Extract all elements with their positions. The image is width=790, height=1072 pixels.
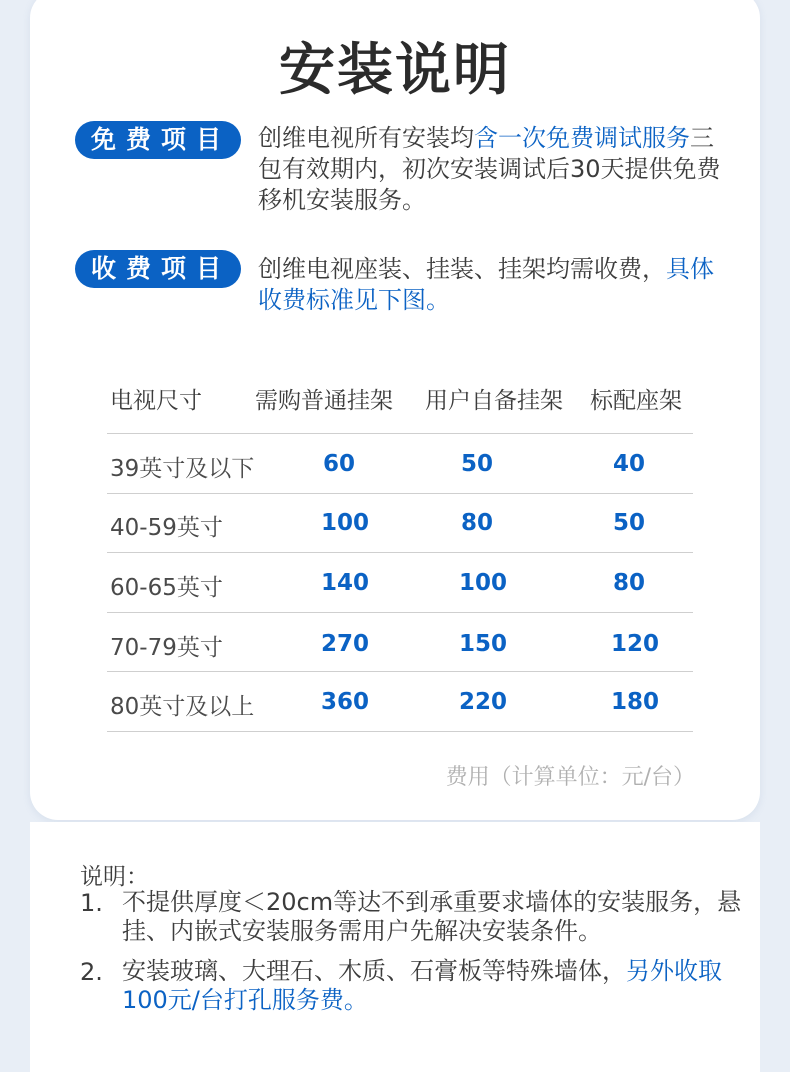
price-own-bracket: 80 xyxy=(460,510,493,536)
table-divider xyxy=(107,671,693,672)
price-bought-bracket: 60 xyxy=(322,451,355,477)
table-divider xyxy=(107,731,693,732)
price-standard-stand: 50 xyxy=(612,510,645,536)
note-text-plain: 安装玻璃、大理石、木质、石膏板等特殊墙体， xyxy=(122,957,626,985)
free-text-rest: 三包有效期内，初次安装调试后30天提供免费移机安装服务。 xyxy=(258,124,721,214)
header-standard-stand: 标配座架 xyxy=(590,388,682,414)
price-own-bracket: 220 xyxy=(458,689,507,715)
header-own-bracket: 用户自备挂架 xyxy=(425,388,563,414)
price-standard-stand: 80 xyxy=(612,570,645,596)
price-own-bracket: 50 xyxy=(460,451,493,477)
table-divider xyxy=(107,552,693,553)
price-standard-stand: 40 xyxy=(612,451,645,477)
price-own-bracket: 150 xyxy=(458,631,507,657)
row-size: 39英寸及以下 xyxy=(110,456,255,482)
price-bought-bracket: 360 xyxy=(320,689,369,715)
row-size: 70-79英寸 xyxy=(110,635,223,661)
table-divider xyxy=(107,493,693,494)
price-standard-stand: 120 xyxy=(610,631,659,657)
price-bought-bracket: 100 xyxy=(320,510,369,536)
paid-items-description xyxy=(258,254,728,316)
price-bought-bracket: 270 xyxy=(320,631,369,657)
note-text-highlight: 另外收取100元/台打孔服务费。 xyxy=(122,957,722,1014)
note-text xyxy=(122,957,742,1015)
header-tv-size: 电视尺寸 xyxy=(110,388,202,414)
free-text-plain: 创维电视所有安装均 xyxy=(258,124,474,152)
price-standard-stand: 180 xyxy=(610,689,659,715)
notes-heading: 说明： xyxy=(80,864,149,890)
note-text-plain: 不提供厚度＜20cm等达不到承重要求墙体的安装服务，悬挂、内嵌式安装服务需用户先解决安装条件。 xyxy=(122,888,742,945)
unit-note: 费用（计算单位：元/台） xyxy=(445,765,695,790)
price-own-bracket: 100 xyxy=(458,570,507,596)
row-size: 80英寸及以上 xyxy=(110,694,255,720)
price-bought-bracket: 140 xyxy=(320,570,369,596)
free-text-highlight: 含一次免费调试服务 xyxy=(474,124,690,152)
row-size: 40-59英寸 xyxy=(110,515,223,541)
note-text xyxy=(122,888,742,946)
paid-text-highlight: 具体收费标准见下图。 xyxy=(258,255,714,314)
paid-items-badge: 收费项目 xyxy=(75,250,241,288)
table-divider xyxy=(107,433,693,434)
note-number: 2. xyxy=(80,958,103,986)
note-number: 1. xyxy=(80,889,103,917)
row-size: 60-65英寸 xyxy=(110,575,223,601)
free-items-description xyxy=(258,123,728,216)
table-divider xyxy=(107,612,693,613)
paid-text-plain: 创维电视座装、挂装、挂架均需收费， xyxy=(258,255,666,283)
free-items-badge: 免费项目 xyxy=(75,121,241,159)
page-title: 安装说明 xyxy=(279,38,511,103)
header-bought-bracket: 需购普通挂架 xyxy=(255,388,393,414)
